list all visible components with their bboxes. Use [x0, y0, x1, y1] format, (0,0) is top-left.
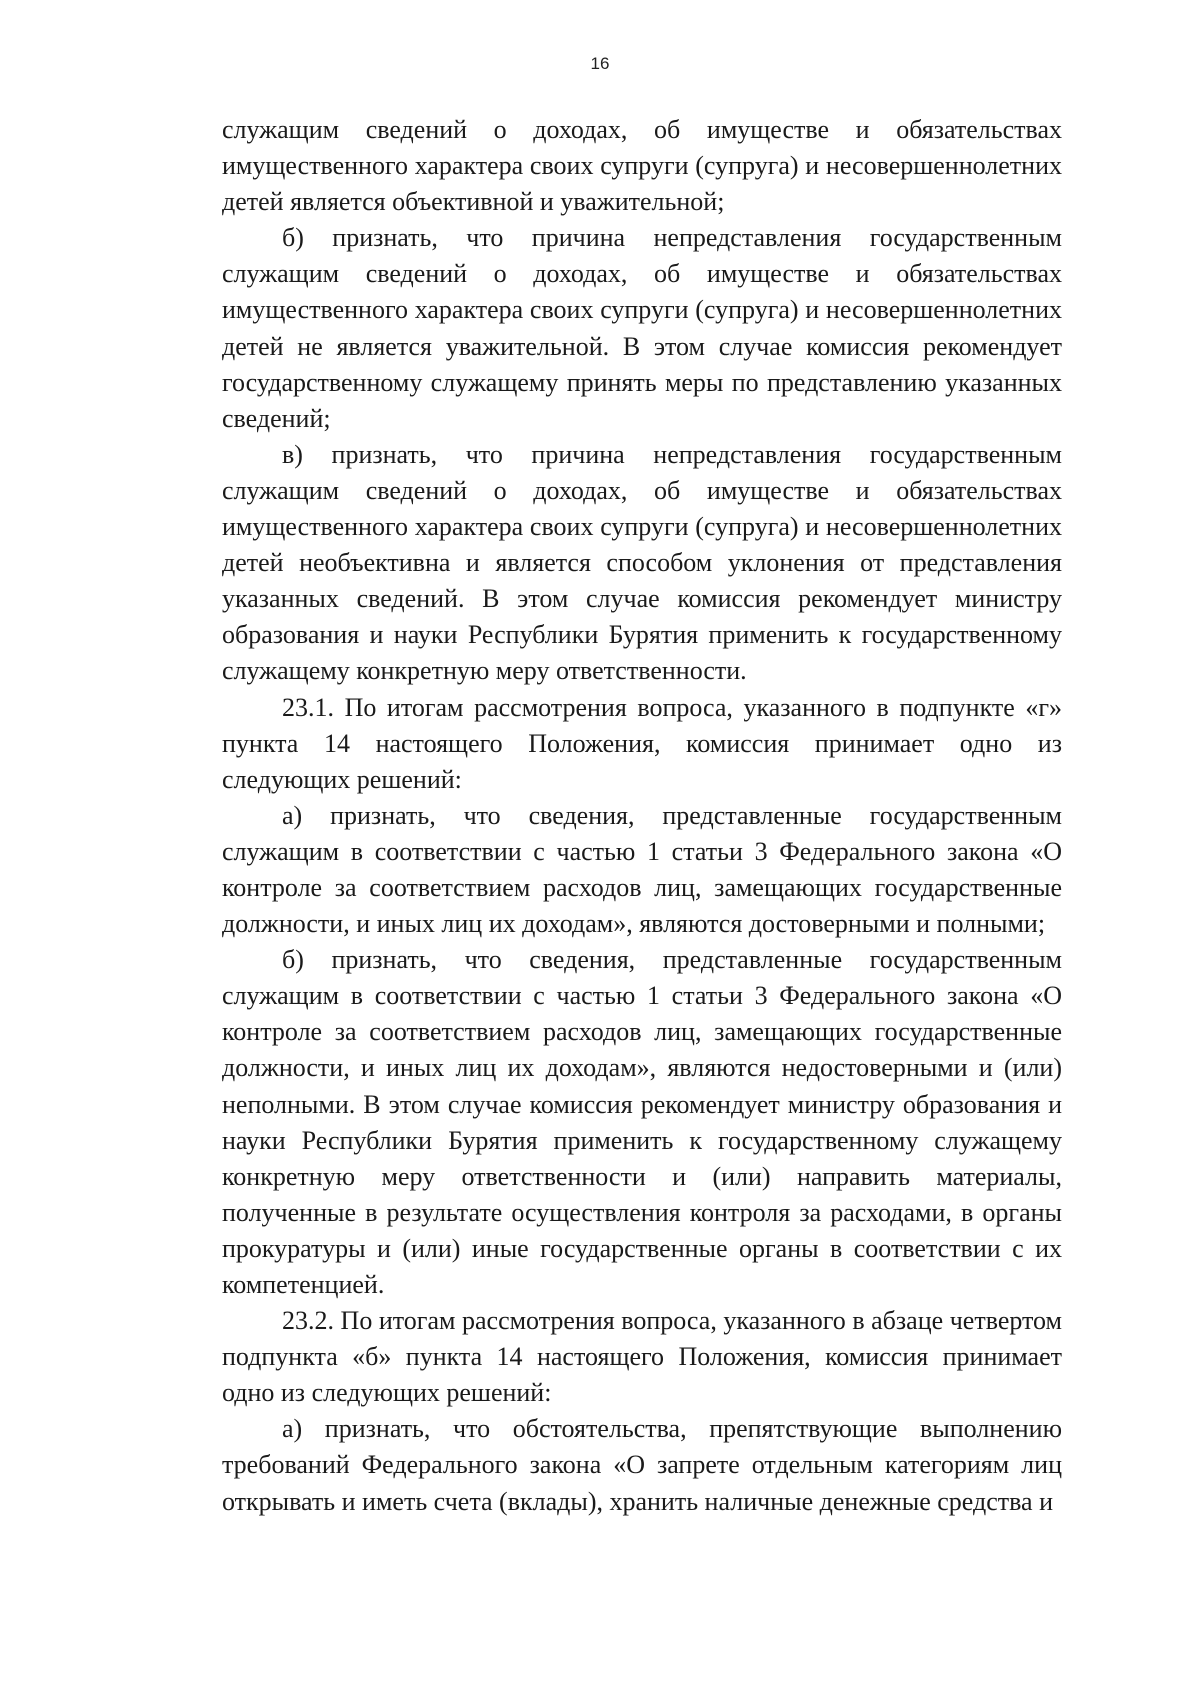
paragraph-item-b: б) признать, что причина непредставления государственным служащим сведений о доходах, об имуществе и обязательствах имущественного характера своих супруги (супруга) и несовершеннолетних детей не является уважительной. В этом случае комиссия рекомендует государственному служащему принять меры по представлению указанных сведений;	[222, 223, 1062, 433]
paragraph-23-1-item-a: а) признать, что сведения, представленные государственным служащим в соответствии с частью 1 статьи 3 Федерального закона «О контроле за соответствием расходов лиц, замещающих государственные должности, и иных лиц их доходам», являются достоверными и полными;	[222, 800, 1062, 939]
paragraph-item-v: в) признать, что причина непредставления государственным служащим сведений о доходах, об имуществе и обязательствах имущественного характера своих супруги (супруга) и несовершеннолетних детей необъективна и является способом уклонения от представления указанных сведений. В этом случае комиссия рекомендует министру образования и науки Республики Бурятия применить к государственному служащему конкретную меру ответственности.	[222, 439, 1062, 686]
paragraph-23-2-item-a: а) признать, что обстоятельства, препятствующие выполнению требований Федерального закона «О запрете отдельным категориям лиц открывать и иметь счета (вклады), хранить наличные денежные средства и	[222, 1414, 1062, 1516]
paragraph-continuation: служащим сведений о доходах, об имуществе и обязательствах имущественного характера своих супруги (супруга) и несовершеннолетних детей является объективной и уважительной;	[222, 115, 1062, 217]
paragraph-23-1-item-b: б) признать, что сведения, представленные государственным служащим в соответствии с частью 1 статьи 3 Федерального закона «О контроле за соответствием расходов лиц, замещающих государственные должности, и иных лиц их доходам», являются недостоверными и (или) неполными. В этом случае комиссия рекомендует министру образования и науки Республики Бурятия применить к государственному служащему конкретную меру ответственности и (или) направить материалы, полученные в результате осуществления контроля за расходами, в органы прокуратуры и (или) иные государственные органы в соответствии с их компетенцией.	[222, 945, 1062, 1299]
document-body	[222, 112, 1062, 1520]
paragraph-23-1: 23.1. По итогам рассмотрения вопроса, указанного в подпункте «г» пункта 14 настоящего Положения, комиссия принимает одно из следующих решений:	[222, 692, 1062, 794]
page-number: 16	[590, 54, 610, 73]
paragraph-23-2: 23.2. По итогам рассмотрения вопроса, указанного в абзаце четвертом подпункта «б» пункта 14 настоящего Положения, комиссия принимает одно из следующих решений:	[222, 1306, 1062, 1408]
